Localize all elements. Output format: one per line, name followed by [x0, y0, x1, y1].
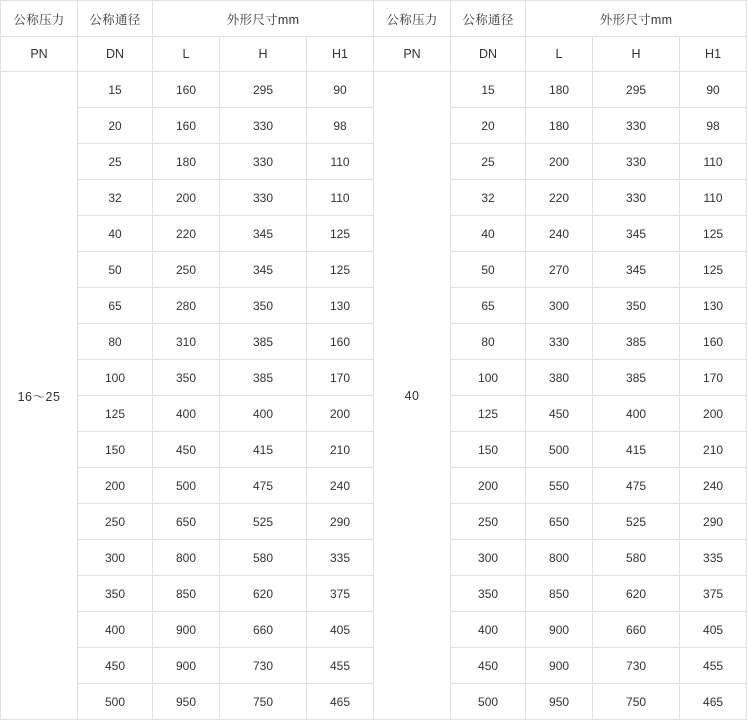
h-value-left: 345 [220, 252, 307, 288]
h-value-right: 295 [593, 72, 680, 108]
dn-value-left: 100 [78, 360, 153, 396]
l-value-left: 900 [153, 648, 220, 684]
dn-value-right: 65 [451, 288, 526, 324]
h1-value-right: 405 [680, 612, 747, 648]
dn-value-left: 32 [78, 180, 153, 216]
h-value-left: 750 [220, 684, 307, 720]
header-h-left: H [220, 37, 307, 72]
h1-value-left: 465 [307, 684, 374, 720]
header-diameter-left: 公称通径 [78, 1, 153, 37]
header-pn-left: PN [1, 37, 78, 72]
h1-value-right: 240 [680, 468, 747, 504]
dn-value-right: 40 [451, 216, 526, 252]
dn-value-left: 125 [78, 396, 153, 432]
h1-value-right: 375 [680, 576, 747, 612]
l-value-right: 550 [526, 468, 593, 504]
h1-value-left: 110 [307, 144, 374, 180]
table-header [1, 1, 747, 72]
dn-value-right: 15 [451, 72, 526, 108]
h1-value-right: 90 [680, 72, 747, 108]
l-value-left: 450 [153, 432, 220, 468]
h1-value-right: 455 [680, 648, 747, 684]
h1-value-left: 125 [307, 252, 374, 288]
l-value-left: 280 [153, 288, 220, 324]
h-value-left: 660 [220, 612, 307, 648]
l-value-left: 220 [153, 216, 220, 252]
pressure-value-right: 40 [374, 72, 451, 720]
l-value-right: 270 [526, 252, 593, 288]
header-h1-left: H1 [307, 37, 374, 72]
l-value-left: 650 [153, 504, 220, 540]
h-value-right: 580 [593, 540, 680, 576]
l-value-left: 160 [153, 108, 220, 144]
dn-value-right: 32 [451, 180, 526, 216]
header-dimensions-left: 外形尺寸mm [153, 1, 374, 37]
dn-value-right: 200 [451, 468, 526, 504]
h1-value-left: 335 [307, 540, 374, 576]
l-value-right: 380 [526, 360, 593, 396]
l-value-right: 300 [526, 288, 593, 324]
dn-value-left: 20 [78, 108, 153, 144]
header-l-right: L [526, 37, 593, 72]
l-value-left: 950 [153, 684, 220, 720]
table-body [1, 72, 747, 720]
dn-value-left: 40 [78, 216, 153, 252]
header-dn-left: DN [78, 37, 153, 72]
h1-value-left: 200 [307, 396, 374, 432]
h1-value-left: 160 [307, 324, 374, 360]
h1-value-right: 125 [680, 216, 747, 252]
h1-value-left: 90 [307, 72, 374, 108]
h1-value-left: 98 [307, 108, 374, 144]
h-value-right: 350 [593, 288, 680, 324]
dn-value-left: 450 [78, 648, 153, 684]
l-value-right: 650 [526, 504, 593, 540]
h-value-right: 620 [593, 576, 680, 612]
h1-value-right: 110 [680, 180, 747, 216]
h-value-left: 620 [220, 576, 307, 612]
l-value-right: 800 [526, 540, 593, 576]
h1-value-left: 170 [307, 360, 374, 396]
l-value-left: 310 [153, 324, 220, 360]
dn-value-left: 80 [78, 324, 153, 360]
h-value-right: 750 [593, 684, 680, 720]
header-dimensions-right: 外形尺寸mm [526, 1, 747, 37]
h1-value-right: 465 [680, 684, 747, 720]
dn-value-left: 200 [78, 468, 153, 504]
l-value-left: 400 [153, 396, 220, 432]
dn-value-right: 125 [451, 396, 526, 432]
l-value-left: 850 [153, 576, 220, 612]
h1-value-right: 210 [680, 432, 747, 468]
l-value-right: 240 [526, 216, 593, 252]
l-value-right: 450 [526, 396, 593, 432]
header-l-left: L [153, 37, 220, 72]
h-value-left: 350 [220, 288, 307, 324]
header-h-right: H [593, 37, 680, 72]
h-value-left: 415 [220, 432, 307, 468]
h-value-right: 475 [593, 468, 680, 504]
h-value-right: 385 [593, 324, 680, 360]
h-value-right: 330 [593, 144, 680, 180]
dn-value-right: 100 [451, 360, 526, 396]
l-value-left: 350 [153, 360, 220, 396]
dn-value-left: 350 [78, 576, 153, 612]
l-value-right: 850 [526, 576, 593, 612]
h1-value-left: 375 [307, 576, 374, 612]
l-value-right: 180 [526, 72, 593, 108]
h-value-right: 345 [593, 216, 680, 252]
h1-value-right: 110 [680, 144, 747, 180]
h-value-left: 385 [220, 360, 307, 396]
dn-value-left: 15 [78, 72, 153, 108]
h-value-right: 415 [593, 432, 680, 468]
l-value-left: 500 [153, 468, 220, 504]
dn-value-left: 150 [78, 432, 153, 468]
dn-value-left: 300 [78, 540, 153, 576]
dn-value-right: 450 [451, 648, 526, 684]
l-value-right: 900 [526, 648, 593, 684]
l-value-right: 500 [526, 432, 593, 468]
h-value-left: 330 [220, 180, 307, 216]
h1-value-left: 125 [307, 216, 374, 252]
h-value-right: 385 [593, 360, 680, 396]
header-pn-right: PN [374, 37, 451, 72]
l-value-left: 180 [153, 144, 220, 180]
table-row [1, 72, 747, 108]
pressure-value-left: 16～25 [1, 72, 78, 720]
h-value-right: 730 [593, 648, 680, 684]
header-pressure-right: 公称压力 [374, 1, 451, 37]
l-value-right: 220 [526, 180, 593, 216]
dn-value-right: 50 [451, 252, 526, 288]
header-pressure-left: 公称压力 [1, 1, 78, 37]
dn-value-left: 50 [78, 252, 153, 288]
dn-value-right: 150 [451, 432, 526, 468]
h-value-left: 345 [220, 216, 307, 252]
header-row-top [1, 1, 747, 37]
h-value-right: 660 [593, 612, 680, 648]
dn-value-left: 400 [78, 612, 153, 648]
h1-value-left: 110 [307, 180, 374, 216]
l-value-left: 200 [153, 180, 220, 216]
h-value-right: 400 [593, 396, 680, 432]
header-diameter-right: 公称通径 [451, 1, 526, 37]
dn-value-right: 250 [451, 504, 526, 540]
h-value-left: 330 [220, 144, 307, 180]
dn-value-left: 25 [78, 144, 153, 180]
l-value-right: 330 [526, 324, 593, 360]
dn-value-right: 25 [451, 144, 526, 180]
dn-value-right: 20 [451, 108, 526, 144]
h1-value-right: 98 [680, 108, 747, 144]
h1-value-right: 170 [680, 360, 747, 396]
l-value-right: 950 [526, 684, 593, 720]
h-value-right: 330 [593, 180, 680, 216]
l-value-left: 250 [153, 252, 220, 288]
h1-value-right: 130 [680, 288, 747, 324]
h-value-right: 345 [593, 252, 680, 288]
h-value-right: 525 [593, 504, 680, 540]
h1-value-left: 130 [307, 288, 374, 324]
h1-value-left: 210 [307, 432, 374, 468]
l-value-right: 200 [526, 144, 593, 180]
l-value-left: 160 [153, 72, 220, 108]
l-value-left: 900 [153, 612, 220, 648]
dn-value-left: 65 [78, 288, 153, 324]
l-value-right: 900 [526, 612, 593, 648]
h-value-left: 730 [220, 648, 307, 684]
h-value-left: 475 [220, 468, 307, 504]
h1-value-left: 240 [307, 468, 374, 504]
h1-value-right: 125 [680, 252, 747, 288]
dn-value-right: 400 [451, 612, 526, 648]
h1-value-right: 290 [680, 504, 747, 540]
dn-value-right: 500 [451, 684, 526, 720]
h-value-left: 295 [220, 72, 307, 108]
h1-value-right: 200 [680, 396, 747, 432]
h-value-left: 580 [220, 540, 307, 576]
l-value-left: 800 [153, 540, 220, 576]
h-value-left: 400 [220, 396, 307, 432]
h1-value-right: 160 [680, 324, 747, 360]
header-h1-right: H1 [680, 37, 747, 72]
h1-value-left: 405 [307, 612, 374, 648]
h1-value-left: 455 [307, 648, 374, 684]
h-value-right: 330 [593, 108, 680, 144]
h-value-left: 525 [220, 504, 307, 540]
dn-value-right: 300 [451, 540, 526, 576]
dn-value-right: 350 [451, 576, 526, 612]
dn-value-left: 500 [78, 684, 153, 720]
header-dn-right: DN [451, 37, 526, 72]
h-value-left: 385 [220, 324, 307, 360]
l-value-right: 180 [526, 108, 593, 144]
dn-value-right: 80 [451, 324, 526, 360]
dn-value-left: 250 [78, 504, 153, 540]
h-value-left: 330 [220, 108, 307, 144]
h1-value-right: 335 [680, 540, 747, 576]
h1-value-left: 290 [307, 504, 374, 540]
header-row-sub [1, 37, 747, 72]
